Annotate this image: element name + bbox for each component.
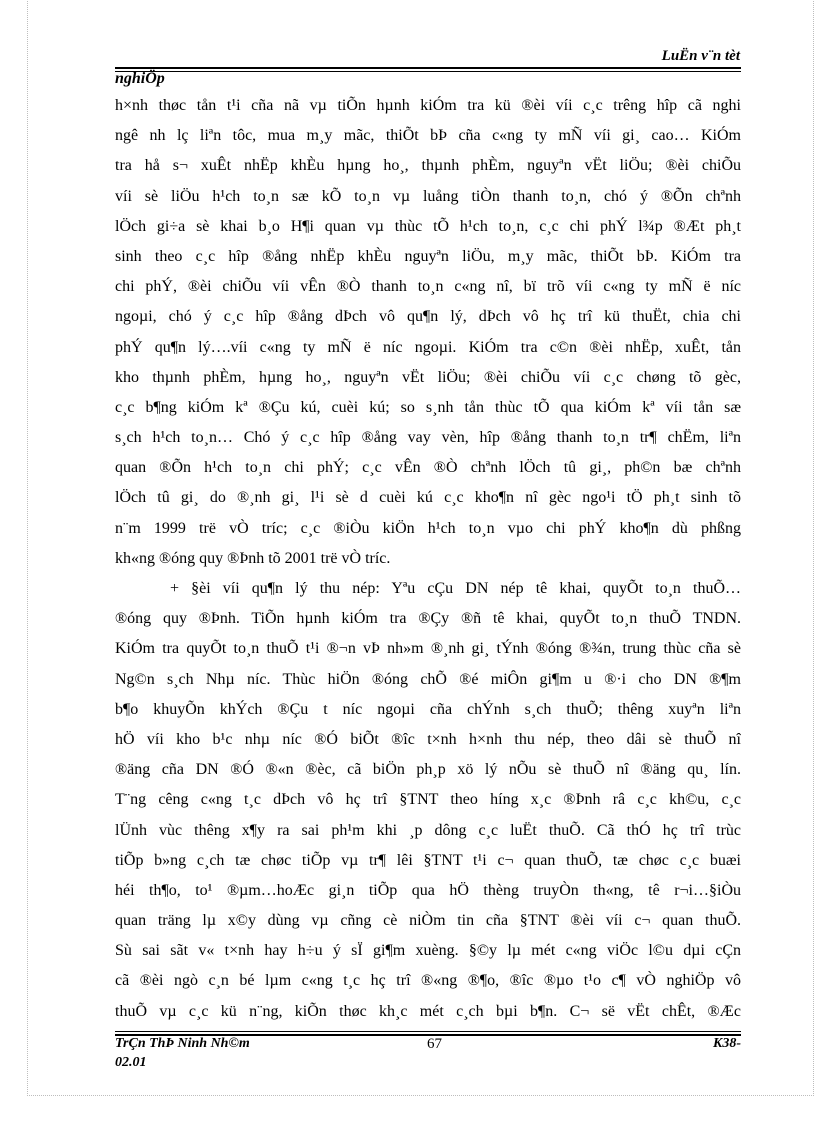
footer-class-code: K38- (713, 1036, 741, 1051)
body-text (115, 91, 741, 1027)
footer-rule-thin (115, 1031, 741, 1032)
header-rule (115, 67, 741, 69)
text-line: Sù sai sãt v« t×nh hay h÷u ý sÏ gi¶m xuèng. §©y lµ mét c«ng viÖc l©u dµi cÇn (115, 942, 741, 960)
header-title-continuation: nghiÖp (115, 70, 165, 87)
text-line: ngê nh lç liªn tôc, mua m¸y mãc, thiÕt bÞ cña c«ng ty mÑ víi gi¸ cao… KiÓm (115, 127, 741, 145)
text-line: KiÓm tra quyÕt to¸n thuÕ t¹i ®¬n vÞ nh»m ®¸nh gi¸ tÝnh ®óng ®¾n, trung thùc cña sè (115, 640, 741, 658)
page-number: 67 (427, 1036, 442, 1052)
paragraph-start-line: + §èi víi qu¶n lý thu nép: Yªu cÇu DN nép tê khai, quyÕt to¸n thuÕ… (170, 580, 741, 597)
text-line: phÝ qu¶n lý….víi c«ng ty mÑ ë níc ngoµi. KiÓm tra c©n ®èi nhËp, xuÊt, tån (115, 338, 741, 356)
text-line: c¸c b¶ng kiÓm kª ®Çu kú, cuèi kú; so s¸nh tån thùc tÕ qua kiÓm kª víi tån sæ (115, 398, 741, 416)
text-line: ®äng cña DN ®Ó ®«n ®èc, cã biÖn ph¸p xö lý nÕu sè thuÕ nî ®äng qu¸ lín. (115, 761, 741, 779)
text-line: ®óng quy ®Þnh. TiÕn hµnh kiÓm tra ®Çy ®ñ tê khai, quyÕt to¸n thuÕ TNDN. (115, 610, 741, 628)
text-line: Ng©n s¸ch Nhµ níc. Thùc hiÖn ®óng chÕ ®é miÔn gi¶m u ®·i cho DN ®¶m (115, 670, 741, 688)
text-line: cã ®èi ngò c¸n bé lµm c«ng t¸c hç trî ®«ng ®¶o, ®îc ®µo t¹o c¶ vÒ nghiÖp vô (115, 972, 741, 990)
text-line: ngoµi, chó ý c¸c hîp ®ång dÞch vô qu¶n lý, dÞch vô hç trî kü thuËt, chia chi (115, 308, 741, 326)
text-line: b¶o khuyÕn khÝch ®Çu t níc ngoµi cña chÝnh s¸ch thuÕ; thêng xuyªn liªn (115, 700, 741, 718)
footer-author: TrÇn ThÞ Ninh Nh©m (115, 1036, 250, 1051)
text-line: tra hå s¬ xuÊt nhËp khÈu hµng ho¸, thµnh phÈm, nguyªn vËt liÖu; ®èi chiÕu (115, 157, 741, 175)
text-line: héi th¶o, to¹ ®µm…hoÆc gi¸n tiÕp qua hÖ thèng truyÒn th«ng, tê r¬i…§iÒu (115, 881, 741, 899)
header-rule-thin (115, 71, 741, 72)
text-line: víi sè liÖu h¹ch to¸n sæ kÕ to¸n vµ luång tiÒn thanh to¸n, chó ý ®Õn chªnh (115, 187, 741, 205)
footer-class-code-continuation: 02.01 (115, 1055, 147, 1070)
text-line: sinh theo c¸c hîp ®ång nhËp khÈu nguyªn liÖu, m¸y mãc, thiÕt bÞ. KiÓm tra (115, 247, 741, 265)
text-line: h×nh thøc tån t¹i cña nã vµ tiÕn hµnh kiÓm tra kü ®èi víi c¸c trêng hîp cã nghi (115, 97, 741, 114)
text-line: s¸ch h¹ch to¸n… Chó ý c¸c hîp ®ång vay vèn, hîp ®ång thanh to¸n tr¶ chËm, liªn (115, 429, 741, 447)
text-line: tiÕp b»ng c¸ch tæ chøc tiÕp vµ tr¶ lêi §TNT t¹i c¬ quan thuÕ, tæ chøc c¸c buæi (115, 851, 741, 869)
text-line: quan ®Õn h¹ch to¸n chi phÝ; c¸c vÊn ®Ò chªnh lÖch tû gi¸, ph©n bæ chªnh (115, 459, 741, 477)
text-line: T¨ng cêng c«ng t¸c dÞch vô hç trî §TNT theo híng x¸c ®Þnh râ c¸c kh©u, c¸c (115, 791, 741, 809)
text-line: chi phÝ, ®èi chiÕu víi vÊn ®Ò thanh to¸n c«ng nî, bï trõ víi c«ng ty mÑ ë níc (115, 278, 741, 296)
text-line: lÜnh vùc thêng x¶y ra sai ph¹m khi ¸p dông c¸c luËt thuÕ. Cã thÓ hç trî trùc (115, 821, 741, 839)
header-title: LuËn v¨n tèt (661, 48, 740, 64)
text-line: n¨m 1999 trë vÒ tríc; c¸c ®iÒu kiÖn h¹ch to¸n vµo chi phÝ kho¶n dù phßng (115, 519, 741, 537)
text-line: thuÕ vµ c¸c kü n¨ng, kiÕn thøc kh¸c mét c¸ch bµi b¶n. C¬ së vËt chÊt, ®Æc (115, 1002, 741, 1020)
text-line: lÖch gi÷a sè khai b¸o H¶i quan vµ thùc tÕ h¹ch to¸n, c¸c chi phÝ l¾p ®Æt ph¸t (115, 217, 741, 235)
text-line: quan träng lµ x©y dùng vµ cñng cè niÒm tin cña §TNT ®èi víi c¬ quan thuÕ. (115, 912, 741, 930)
text-line: lÖch tû gi¸ do ®¸nh gi¸ l¹i sè d cuèi kú c¸c kho¶n nî gèc ngo¹i tÖ ph¸t sinh tõ (115, 489, 741, 507)
text-line: kh«ng ®óng quy ®Þnh tõ 2001 trë vÒ tríc. (115, 549, 391, 567)
text-line: kho thµnh phÈm, hµng ho¸, nguyªn vËt liÖu; ®èi chiÕu víi c¸c chøng tõ gèc, (115, 368, 741, 386)
text-line: hÖ víi kho b¹c nhµ níc ®Ó biÕt ®îc t×nh h×nh thu nép, theo dâi sè thuÕ nî (115, 730, 741, 748)
